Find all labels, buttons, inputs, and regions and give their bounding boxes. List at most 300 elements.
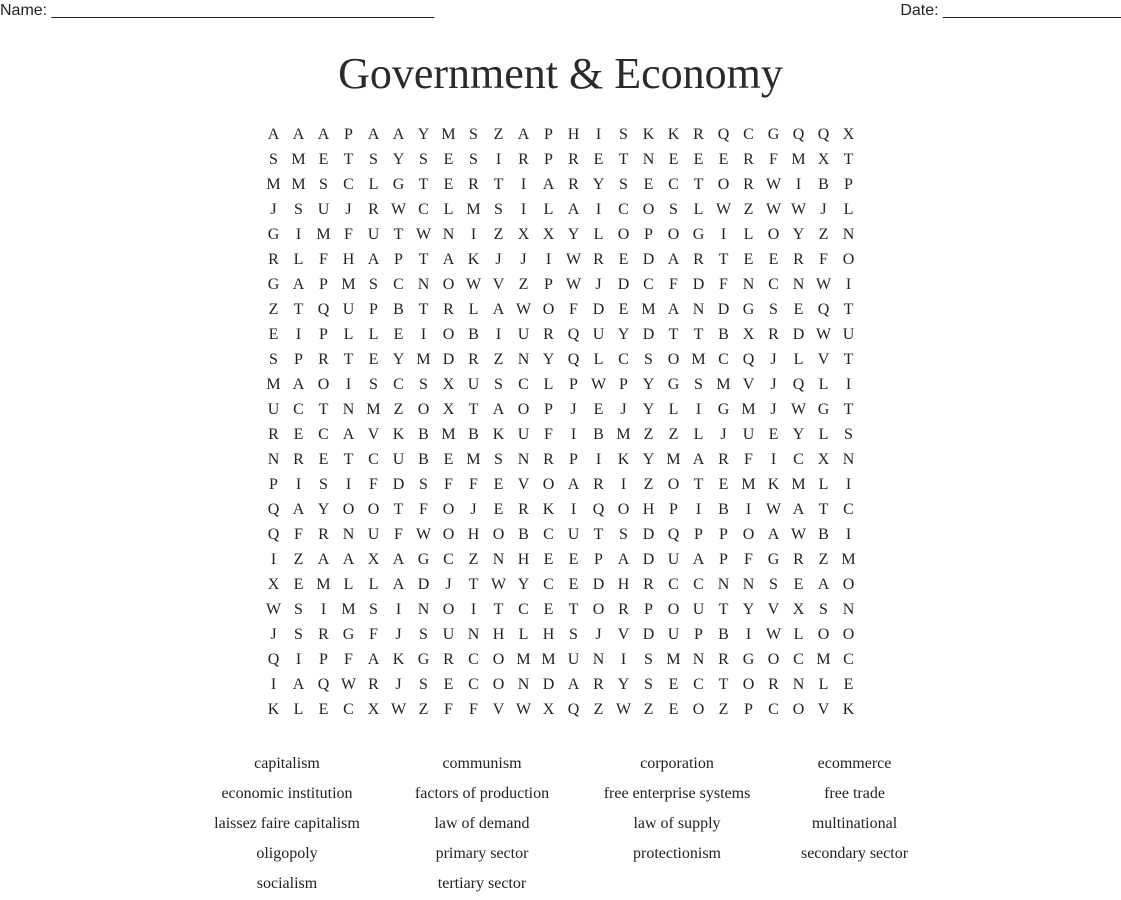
grid-letter: D: [592, 576, 605, 593]
grid-letter: C: [843, 651, 854, 668]
grid-letter: D: [642, 526, 655, 543]
grid-letter: Z: [818, 551, 829, 568]
grid-letter: M: [266, 376, 281, 393]
grid-letter: M: [441, 426, 456, 443]
grid-letter: C: [743, 126, 754, 143]
grid-letter: Z: [518, 276, 529, 293]
grid-letter: W: [415, 526, 432, 543]
grid-letter: I: [345, 376, 352, 393]
grid-letter: S: [769, 301, 778, 318]
grid-letter: J: [470, 501, 477, 518]
grid-letter: F: [769, 151, 778, 168]
grid-letter: G: [267, 276, 280, 293]
grid-letter: R: [293, 451, 304, 468]
grid-letter: X: [842, 126, 855, 143]
grid-letter: L: [368, 176, 379, 193]
grid-letter: O: [792, 701, 805, 718]
grid-letter: M: [466, 451, 481, 468]
grid-letter: P: [644, 226, 653, 243]
word-list-item: free enterprise systems: [603, 785, 751, 802]
grid-letter: F: [544, 426, 553, 443]
grid-letter: M: [791, 476, 806, 493]
grid-letter: E: [668, 701, 679, 718]
grid-letter: S: [494, 376, 503, 393]
grid-letter: H: [617, 576, 630, 593]
grid-letter: A: [267, 126, 280, 143]
grid-letter: A: [392, 576, 405, 593]
grid-letter: N: [467, 626, 480, 643]
grid-letter: M: [741, 476, 756, 493]
grid-letter: T: [393, 226, 404, 243]
grid-letter: H: [517, 551, 530, 568]
grid-letter: Q: [567, 351, 580, 368]
grid-letter: D: [642, 626, 655, 643]
grid-letter: W: [265, 601, 282, 618]
grid-letter: M: [316, 226, 331, 243]
grid-letter: N: [792, 676, 805, 693]
grid-letter: D: [592, 301, 605, 318]
grid-letter: M: [441, 126, 456, 143]
grid-letter: T: [818, 501, 829, 518]
grid-letter: P: [694, 526, 703, 543]
grid-letter: O: [742, 676, 755, 693]
grid-letter: W: [790, 401, 807, 418]
grid-letter: Y: [642, 376, 655, 393]
grid-letter: F: [444, 701, 453, 718]
grid-letter: N: [442, 226, 455, 243]
grid-letter: Y: [417, 126, 430, 143]
grid-letter: C: [368, 451, 379, 468]
grid-letter: B: [468, 426, 479, 443]
grid-letter: N: [742, 276, 755, 293]
grid-letter: F: [319, 251, 328, 268]
grid-letter: Q: [267, 526, 280, 543]
grid-letter: Z: [743, 201, 754, 218]
grid-letter: S: [369, 151, 378, 168]
grid-letter: L: [593, 226, 604, 243]
grid-letter: K: [842, 701, 855, 718]
grid-letter: F: [569, 301, 578, 318]
grid-letter: P: [569, 376, 578, 393]
grid-letter: L: [693, 426, 704, 443]
grid-letter: J: [595, 626, 602, 643]
grid-letter: R: [368, 676, 379, 693]
grid-letter: N: [842, 451, 855, 468]
grid-letter: T: [343, 451, 354, 468]
grid-letter: V: [767, 601, 780, 618]
grid-letter: C: [393, 276, 404, 293]
grid-letter: P: [619, 376, 628, 393]
grid-letter: I: [295, 651, 302, 668]
grid-letter: I: [745, 626, 752, 643]
word-list-item: socialism: [256, 875, 318, 892]
grid-letter: C: [318, 426, 329, 443]
grid-letter: B: [718, 626, 729, 643]
grid-letter: I: [695, 401, 702, 418]
grid-letter: S: [269, 351, 278, 368]
grid-letter: S: [469, 151, 478, 168]
grid-letter: O: [842, 251, 855, 268]
grid-row: [261, 447, 861, 472]
grid-letter: T: [718, 251, 729, 268]
grid-letter: I: [295, 226, 302, 243]
grid-letter: M: [316, 576, 331, 593]
grid-letter: S: [844, 426, 853, 443]
grid-letter: D: [642, 251, 655, 268]
grid-letter: A: [567, 201, 580, 218]
grid-letter: I: [795, 176, 802, 193]
grid-letter: Z: [393, 401, 404, 418]
grid-letter: A: [392, 126, 405, 143]
grid-letter: Y: [617, 676, 630, 693]
grid-letter: Y: [792, 426, 805, 443]
grid-letter: V: [617, 626, 630, 643]
grid-letter: A: [792, 501, 805, 518]
grid-letter: U: [567, 651, 580, 668]
grid-letter: D: [542, 676, 555, 693]
grid-letter: E: [668, 151, 679, 168]
grid-letter: O: [442, 526, 455, 543]
grid-letter: P: [719, 551, 728, 568]
grid-letter: C: [768, 276, 779, 293]
grid-letter: U: [667, 626, 680, 643]
grid-row: [261, 472, 861, 497]
grid-letter: U: [667, 551, 680, 568]
grid-letter: P: [744, 701, 753, 718]
name-field[interactable]: Name: ___________________________________________: [0, 2, 435, 19]
grid-letter: C: [343, 176, 354, 193]
grid-letter: L: [368, 576, 379, 593]
grid-letter: E: [443, 151, 454, 168]
grid-letter: S: [819, 601, 828, 618]
grid-letter: U: [742, 426, 755, 443]
grid-letter: B: [468, 326, 479, 343]
grid-letter: O: [667, 476, 680, 493]
grid-letter: Z: [718, 701, 729, 718]
grid-letter: A: [317, 126, 330, 143]
grid-letter: L: [293, 251, 304, 268]
grid-letter: I: [695, 501, 702, 518]
grid-letter: C: [643, 276, 654, 293]
grid-letter: S: [419, 376, 428, 393]
grid-letter: M: [816, 651, 831, 668]
grid-row: [261, 172, 861, 197]
grid-letter: F: [369, 626, 378, 643]
grid-letter: I: [595, 201, 602, 218]
grid-letter: U: [842, 326, 855, 343]
grid-letter: G: [767, 126, 780, 143]
grid-letter: T: [418, 301, 429, 318]
grid-letter: I: [470, 226, 477, 243]
grid-letter: M: [266, 176, 281, 193]
grid-letter: P: [544, 126, 553, 143]
grid-letter: D: [417, 576, 430, 593]
grid-letter: Q: [817, 301, 830, 318]
grid-letter: I: [595, 451, 602, 468]
word-list-item: law of supply: [633, 815, 721, 832]
grid-letter: I: [320, 601, 327, 618]
grid-letter: E: [743, 251, 754, 268]
grid-letter: X: [367, 551, 380, 568]
word-list-item: corporation: [640, 755, 714, 772]
grid-letter: I: [845, 476, 852, 493]
grid-letter: X: [442, 401, 455, 418]
grid-row: [261, 372, 861, 397]
grid-letter: F: [369, 476, 378, 493]
grid-letter: G: [342, 626, 355, 643]
grid-letter: F: [669, 276, 678, 293]
grid-letter: N: [417, 276, 430, 293]
grid-letter: X: [792, 601, 805, 618]
grid-letter: A: [667, 251, 680, 268]
grid-letter: T: [843, 151, 854, 168]
grid-letter: P: [319, 276, 328, 293]
grid-letter: W: [565, 276, 582, 293]
grid-letter: Q: [567, 701, 580, 718]
grid-letter: O: [667, 601, 680, 618]
grid-letter: W: [515, 301, 532, 318]
grid-letter: N: [517, 451, 530, 468]
grid-letter: M: [341, 276, 356, 293]
grid-letter: W: [465, 276, 482, 293]
grid-letter: A: [542, 176, 555, 193]
grid-letter: I: [345, 476, 352, 493]
grid-letter: X: [517, 226, 530, 243]
word-list-item: tertiary sector: [437, 875, 527, 892]
grid-letter: I: [520, 201, 527, 218]
grid-letter: O: [842, 576, 855, 593]
grid-letter: R: [768, 676, 779, 693]
grid-letter: P: [719, 526, 728, 543]
grid-letter: R: [468, 176, 479, 193]
grid-letter: S: [569, 626, 578, 643]
grid-letter: O: [417, 401, 430, 418]
date-field[interactable]: Date: ____________________: [900, 2, 1121, 19]
grid-letter: J: [395, 626, 402, 643]
grid-letter: L: [693, 201, 704, 218]
grid-letter: A: [292, 126, 305, 143]
grid-letter: S: [644, 651, 653, 668]
word-list-item: factors of production: [414, 785, 550, 802]
grid-letter: T: [843, 301, 854, 318]
grid-letter: J: [395, 676, 402, 693]
grid-letter: R: [568, 151, 579, 168]
grid-letter: D: [442, 351, 455, 368]
word-list-item: free trade: [824, 785, 885, 802]
grid-letter: O: [442, 276, 455, 293]
grid-letter: R: [268, 426, 279, 443]
grid-letter: T: [343, 351, 354, 368]
grid-letter: E: [568, 551, 579, 568]
grid-letter: U: [442, 626, 455, 643]
grid-letter: Q: [317, 676, 330, 693]
grid-letter: O: [442, 326, 455, 343]
grid-letter: L: [343, 576, 354, 593]
grid-letter: X: [817, 451, 830, 468]
grid-letter: A: [342, 551, 355, 568]
grid-letter: C: [793, 651, 804, 668]
grid-letter: S: [294, 626, 303, 643]
grid-letter: B: [593, 426, 604, 443]
grid-letter: C: [543, 526, 554, 543]
grid-letter: O: [617, 226, 630, 243]
grid-letter: M: [691, 351, 706, 368]
grid-letter: J: [770, 351, 777, 368]
grid-letter: A: [767, 526, 780, 543]
grid-letter: L: [543, 376, 554, 393]
grid-letter: D: [642, 326, 655, 343]
grid-letter: O: [367, 501, 380, 518]
grid-letter: Q: [567, 326, 580, 343]
grid-letter: S: [669, 201, 678, 218]
grid-letter: K: [392, 651, 405, 668]
grid-letter: J: [270, 626, 277, 643]
grid-letter: A: [692, 551, 705, 568]
grid-letter: Z: [818, 226, 829, 243]
grid-letter: Y: [792, 226, 805, 243]
grid-letter: N: [342, 401, 355, 418]
grid-letter: Z: [668, 426, 679, 443]
grid-letter: X: [742, 326, 755, 343]
grid-letter: U: [392, 451, 405, 468]
grid-letter: P: [344, 126, 353, 143]
grid-letter: C: [768, 701, 779, 718]
grid-letter: R: [368, 201, 379, 218]
grid-letter: F: [744, 451, 753, 468]
grid-letter: R: [318, 626, 329, 643]
grid-letter: E: [318, 451, 329, 468]
grid-letter: N: [417, 601, 430, 618]
grid-letter: H: [567, 126, 580, 143]
grid-letter: E: [618, 251, 629, 268]
grid-letter: A: [567, 476, 580, 493]
grid-letter: I: [845, 526, 852, 543]
grid-letter: Z: [643, 476, 654, 493]
grid-letter: R: [318, 526, 329, 543]
grid-letter: I: [420, 326, 427, 343]
grid-letter: R: [443, 301, 454, 318]
grid-letter: K: [542, 501, 555, 518]
grid-letter: Q: [667, 526, 680, 543]
grid-letter: D: [642, 551, 655, 568]
grid-letter: S: [644, 676, 653, 693]
grid-letter: U: [467, 376, 480, 393]
word-list-item: economic institution: [221, 785, 353, 802]
grid-letter: R: [593, 251, 604, 268]
grid-letter: E: [643, 176, 654, 193]
grid-letter: R: [743, 151, 754, 168]
grid-letter: L: [518, 626, 529, 643]
grid-letter: E: [318, 701, 329, 718]
grid-letter: B: [418, 426, 429, 443]
grid-letter: O: [442, 501, 455, 518]
grid-letter: Q: [792, 126, 805, 143]
grid-letter: L: [368, 326, 379, 343]
grid-letter: I: [495, 326, 502, 343]
grid-letter: K: [617, 451, 630, 468]
grid-letter: C: [468, 676, 479, 693]
grid-letter: F: [444, 476, 453, 493]
grid-letter: D: [392, 476, 405, 493]
grid-letter: X: [542, 701, 555, 718]
grid-letter: V: [817, 351, 830, 368]
grid-letter: M: [716, 376, 731, 393]
grid-letter: C: [618, 351, 629, 368]
grid-letter: Y: [392, 151, 405, 168]
grid-letter: W: [765, 201, 782, 218]
grid-letter: W: [765, 501, 782, 518]
grid-letter: L: [843, 201, 854, 218]
grid-row: [261, 622, 861, 647]
grid-letter: Y: [542, 351, 555, 368]
grid-letter: A: [317, 551, 330, 568]
grid-letter: L: [343, 326, 354, 343]
grid-letter: W: [790, 526, 807, 543]
grid-letter: P: [694, 626, 703, 643]
grid-letter: M: [466, 201, 481, 218]
grid-letter: J: [620, 401, 627, 418]
grid-letter: Z: [468, 551, 479, 568]
grid-letter: A: [492, 301, 505, 318]
grid-letter: P: [644, 601, 653, 618]
grid-letter: C: [518, 601, 529, 618]
grid-letter: Z: [643, 701, 654, 718]
grid-letter: R: [518, 501, 529, 518]
grid-letter: G: [742, 301, 755, 318]
grid-letter: W: [390, 201, 407, 218]
grid-letter: U: [517, 426, 530, 443]
grid-letter: E: [543, 601, 554, 618]
grid-letter: Q: [817, 126, 830, 143]
grid-letter: N: [592, 651, 605, 668]
grid-letter: K: [267, 701, 280, 718]
grid-letter: A: [442, 251, 455, 268]
grid-letter: S: [369, 601, 378, 618]
grid-letter: Q: [792, 376, 805, 393]
grid-letter: E: [268, 326, 279, 343]
grid-letter: P: [544, 151, 553, 168]
grid-letter: A: [292, 376, 305, 393]
grid-letter: N: [492, 551, 505, 568]
grid-row: [261, 497, 861, 522]
grid-letter: S: [469, 126, 478, 143]
grid-letter: W: [815, 326, 832, 343]
grid-letter: E: [293, 576, 304, 593]
grid-letter: Z: [643, 426, 654, 443]
grid-letter: V: [517, 476, 530, 493]
grid-letter: I: [845, 276, 852, 293]
grid-letter: N: [692, 301, 705, 318]
grid-row: [261, 397, 861, 422]
grid-letter: R: [793, 251, 804, 268]
grid-letter: R: [543, 326, 554, 343]
grid-letter: S: [494, 201, 503, 218]
grid-letter: G: [692, 226, 705, 243]
grid-letter: G: [417, 651, 430, 668]
grid-letter: B: [718, 501, 729, 518]
grid-letter: W: [715, 201, 732, 218]
grid-letter: A: [692, 451, 705, 468]
word-list-item: ecommerce: [817, 755, 892, 772]
grid-letter: I: [520, 176, 527, 193]
grid-row: [261, 647, 861, 672]
grid-letter: J: [595, 276, 602, 293]
grid-letter: Y: [742, 601, 755, 618]
grid-letter: J: [345, 201, 352, 218]
grid-letter: T: [493, 176, 504, 193]
grid-letter: Z: [493, 351, 504, 368]
grid-letter: O: [317, 376, 330, 393]
